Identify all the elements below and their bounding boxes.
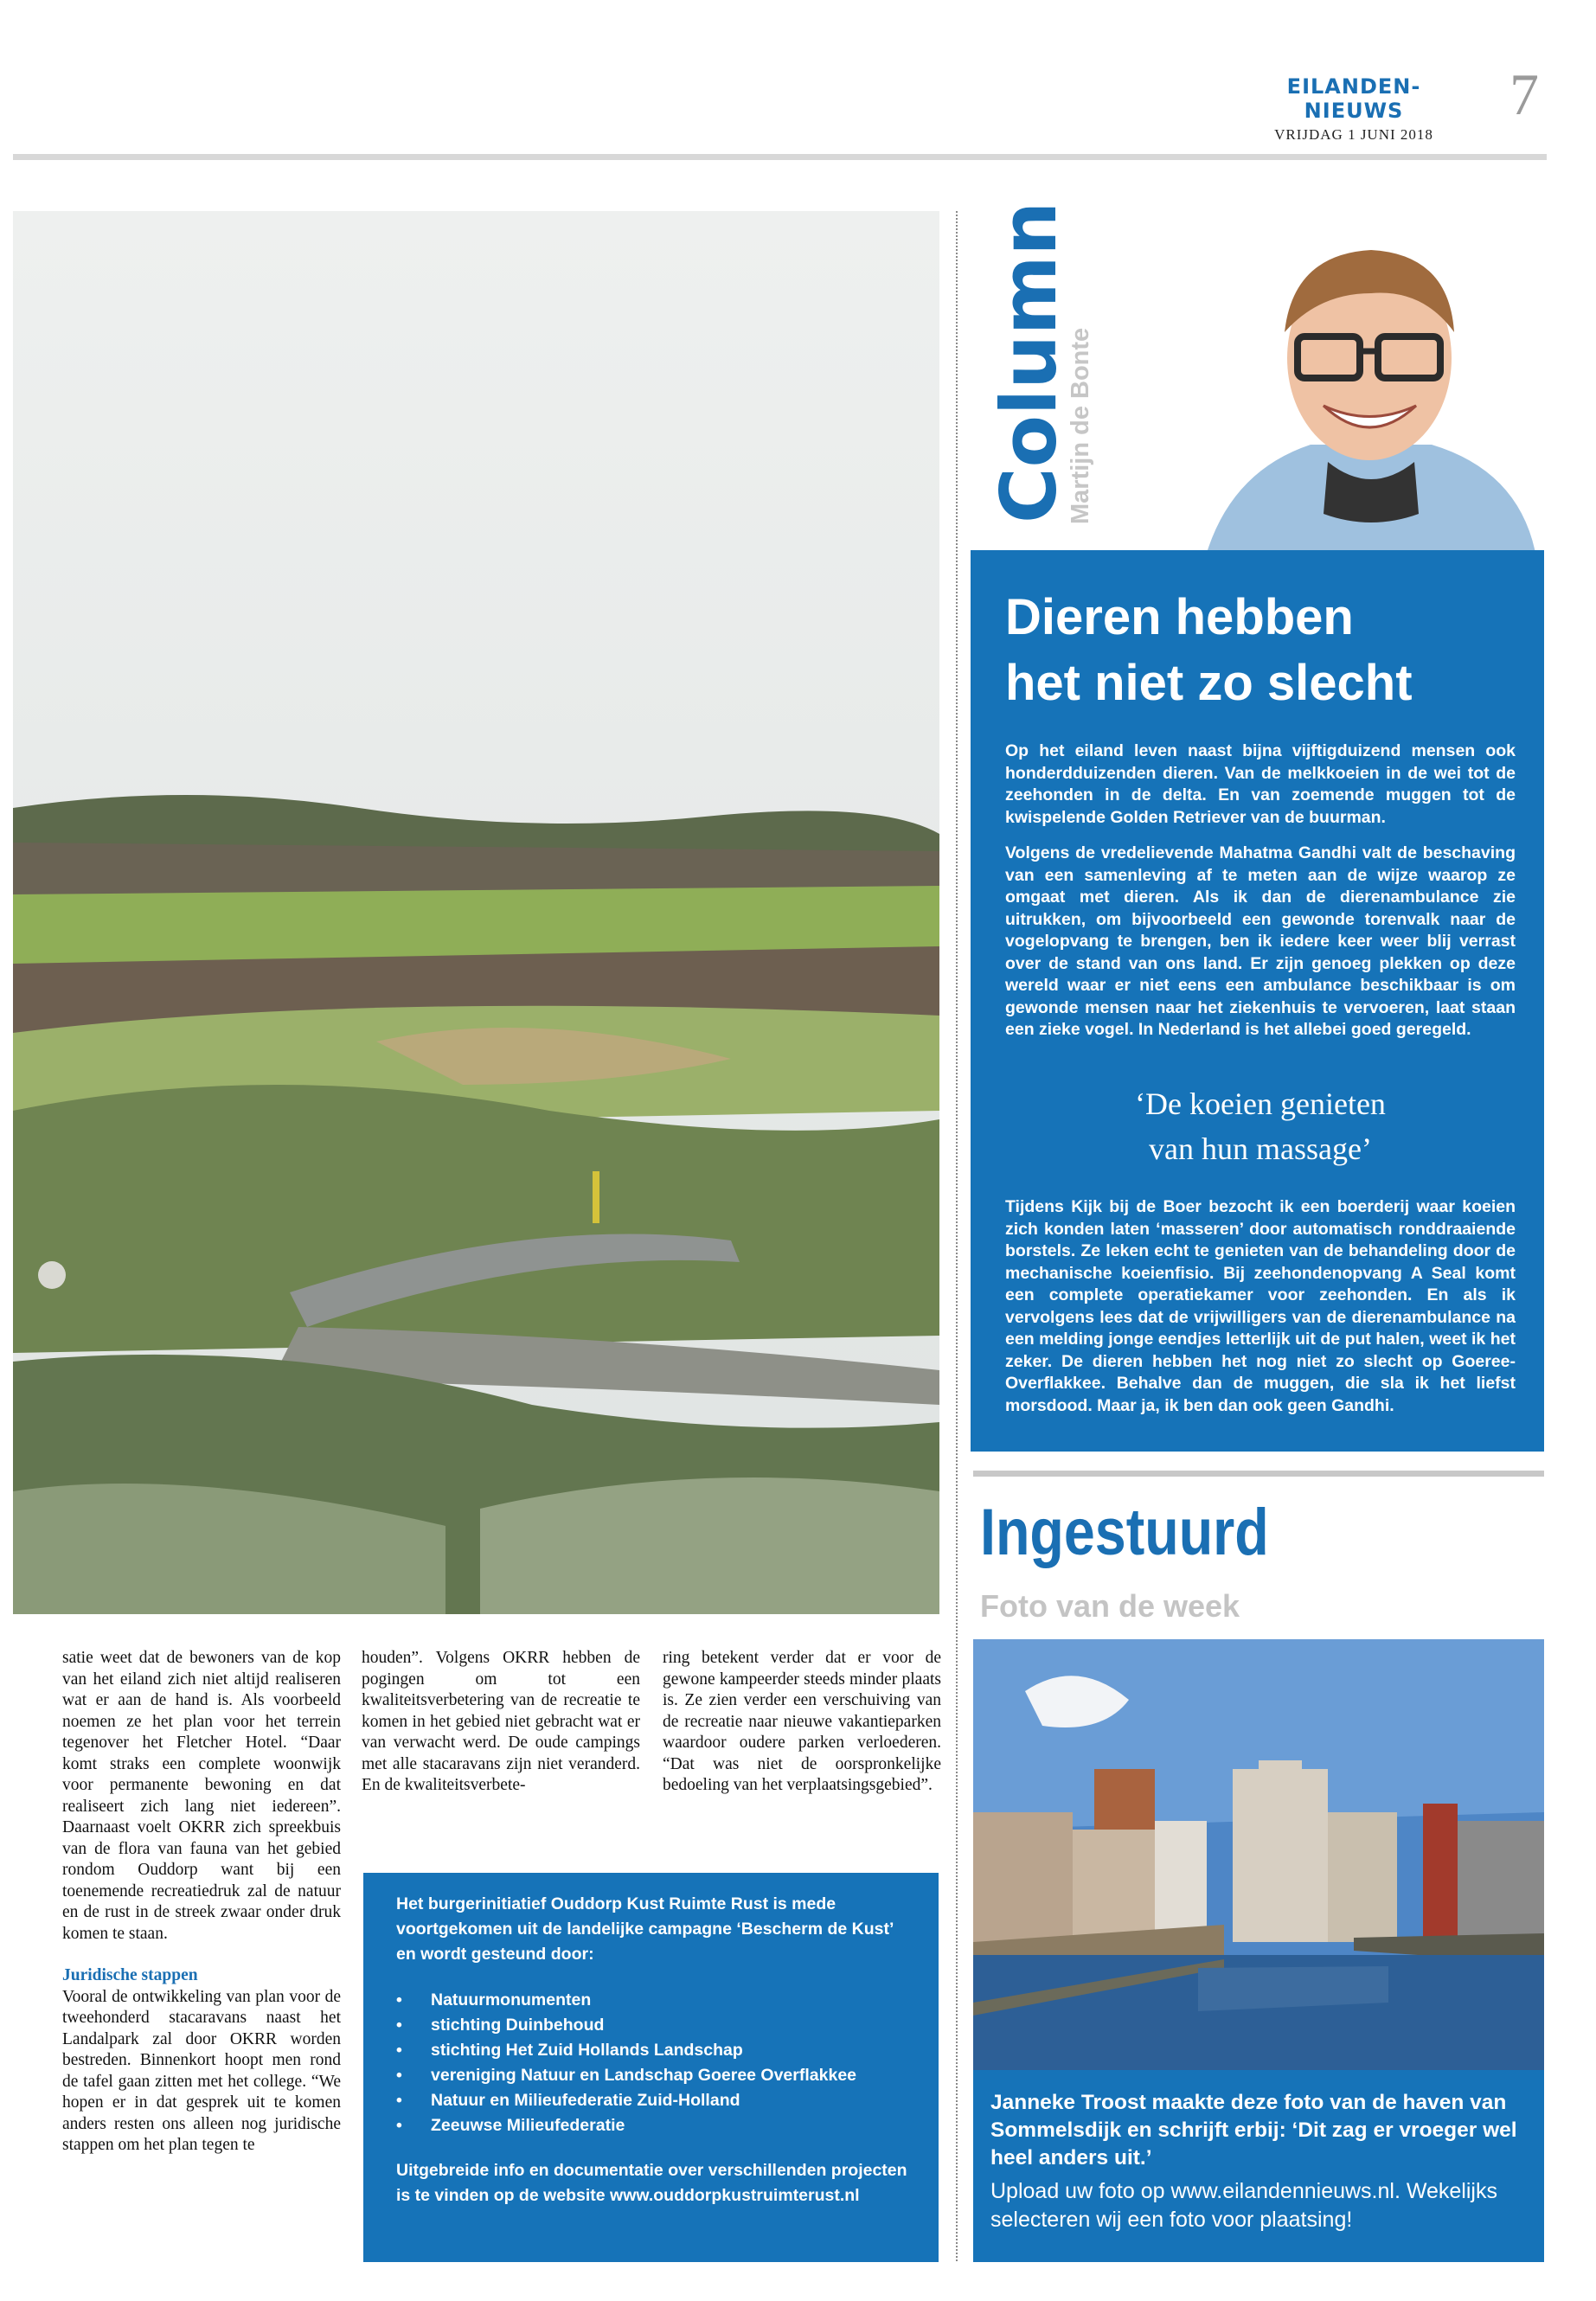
bullet-icon: • bbox=[396, 2091, 402, 2110]
section-rule bbox=[973, 1471, 1544, 1477]
header-rule bbox=[13, 154, 1547, 160]
list-item: • Natuur en Milieufederatie Zuid-Holland bbox=[396, 2088, 915, 2113]
column-title-line-1: Dieren hebben bbox=[1005, 589, 1354, 645]
article-column-2-paragraph-1: houden”. Volgens OKRR hebben de pogingen om tot een kwaliteitsverbetering van de recreatie te komen in het gebied niet gebracht wat er van verwacht werd. De oude campings met alle stacaravans zijn niet veranderd. En de kwaliteitsverbete- bbox=[362, 1649, 640, 1794]
pull-quote-line-1: ‘De koeien genieten bbox=[1135, 1086, 1386, 1121]
bullet-icon: • bbox=[396, 2116, 402, 2135]
list-item: • vereniging Natuur en Landschap Goeree Overflakkee bbox=[396, 2063, 915, 2088]
article-column-1-paragraph-1: satie weet dat de bewoners van de kop van het eiland zich niet altijd realiseren wat er aan de hand is. Als voorbeeld noemen ze het plan voor het terrein tegenover het Fletcher Hotel. “Daar komt straks een complete woonwijk voor permanente bewoning en dat realiseert zich lang niet iedereen”. Daarnaast voelt OKRR zich spreekbuis van de flora van fauna van het gebied rondom Ouddorp want bij een toenemende recreatiedruk zal de natuur en de rust in de streek zwaar onder druk komen te staan. bbox=[62, 1649, 341, 1943]
column-paragraph-2: Volgens de vredelievende Mahatma Gandhi valt de beschaving van een samenleving af te meten aan de wijze waarop ze omgaat met dieren. Als ik dan de dierenambulance zie uitrukken, om bijvoorbeeld een gewonde torenvalk naar de vogelopvang te brengen, ben ik iedere keer weer blij verrast over de stand van ons land. Er zijn genoeg plekken op deze wereld waar er niet eens een ambulance beschikbaar is om gewonde mensen naar het ziekenhuis te vervoeren, laat staan een zieke vogel. In Nederland is het allebei goed geregeld. bbox=[1005, 843, 1516, 1039]
ingestuurd-title: Ingestuurd bbox=[980, 1496, 1269, 1569]
bullet-icon: • bbox=[396, 2016, 402, 2035]
bullet-icon: • bbox=[396, 2041, 402, 2060]
article-subhead: Juridische stappen bbox=[62, 1966, 198, 1984]
column-title-line-2: het niet zo slecht bbox=[1005, 655, 1413, 711]
article-column-2 bbox=[362, 1648, 640, 1797]
photo-of-week-subtitle: Foto van de week bbox=[980, 1588, 1240, 1624]
info-box-intro: Het burgerinitiatief Ouddorp Kust Ruimte Rust is mede voortgekomen uit de landelijke campagne ‘Bescherm de Kust’ en wordt gesteund door: bbox=[396, 1894, 894, 1964]
column-word: Column bbox=[984, 201, 1074, 523]
pull-quote bbox=[997, 1081, 1524, 1171]
list-item: • stichting Duinbehoud bbox=[396, 2013, 915, 2038]
column-author: Martijn de Bonte bbox=[1067, 327, 1094, 524]
bullet-icon: • bbox=[396, 2066, 402, 2085]
article-column-3 bbox=[663, 1648, 941, 1797]
list-item: • Zeeuwse Milieufederatie bbox=[396, 2113, 915, 2138]
column-divider bbox=[956, 211, 958, 2261]
column-box bbox=[971, 550, 1544, 1452]
newspaper-brand: EILANDEN-NIEUWS bbox=[1286, 74, 1421, 123]
upload-notice: Upload uw foto op www.eilandennieuws.nl. Wekelijks selecteren wij een foto voor plaatsing! bbox=[990, 2179, 1497, 2232]
article-column-1-paragraph-2: Vooral de ontwikkeling van plan voor de tweehonderd stacaravans naast het Landalpark zal door OKRR worden bestreden. Binnenkort hoopt men rond de tafel gaan zitten met het college. “We hopen er in dat gesprek uit te komen anders resten ons alleen nog juridische stappen om het plan tegen te bbox=[62, 1987, 341, 2154]
article-column-1 bbox=[62, 1648, 341, 2157]
supporters-list bbox=[396, 1988, 915, 2138]
page-number: 7 bbox=[1509, 61, 1539, 127]
masthead bbox=[1246, 74, 1462, 144]
column-title bbox=[1005, 585, 1524, 716]
landscape-photo bbox=[13, 211, 939, 1614]
article-column-3-paragraph-1: ring betekent verder dat er voor de gewone kampeerder steeds minder plaats is. Ze zien verder een verschuiving van de recreatie naar nieuwe vakantieparken waardoor oudere parken verloederen. “Dat was niet de oorspronkelijke bedoeling van het verplaatsingsgebied”. bbox=[663, 1649, 941, 1794]
column-paragraph-1: Op het eiland leven naast bijna vijftigduizend mensen ook honderdduizenden dieren. Van de melkkoeien in de wei tot de zeehonden in de delta. En van zoemende muggen tot de kwispelende Golden Retriever van de buurman. bbox=[1005, 741, 1516, 827]
pull-quote-line-2: van hun massage’ bbox=[1149, 1131, 1372, 1166]
column-label bbox=[976, 201, 1094, 528]
photo-caption: Janneke Troost maakte deze foto van de haven van Sommelsdijk en schrijft erbij: ‘Dit zag er vroeger wel heel anders uit.’ bbox=[990, 2091, 1517, 2170]
list-item: • stichting Het Zuid Hollands Landschap bbox=[396, 2038, 915, 2063]
harbour-photo bbox=[973, 1639, 1544, 2072]
list-item: • Natuurmonumenten bbox=[396, 1988, 915, 2013]
photo-caption-box bbox=[973, 2070, 1544, 2262]
column-paragraph-3: Tijdens Kijk bij de Boer bezocht ik een boerderij waar koeien zich konden laten ‘masseren’ door automatisch ronddraaiende borstels. Ze leken echt te genieten van de behandeling door de mechanische koeienfisio. Bij zeehondenopvang A Seal komt een complete operatiekamer voor zeehonden. En als ik vervolgens lees dat de vrijwilligers van de dierenambulance na een melding jonge eendjes letterlijk uit de put halen, weet ik het zeker. De dieren hebben het nog niet zo slecht op Goeree-Overflakkee. Behalve dan de muggen, die sla ik het liefst morsdood. Maar ja, ik ben dan ook geen Gandhi. bbox=[1005, 1197, 1516, 1415]
issue-date: VRIJDAG 1 JUNI 2018 bbox=[1274, 126, 1433, 143]
bullet-icon: • bbox=[396, 1990, 402, 2009]
info-box bbox=[363, 1873, 939, 2262]
author-portrait bbox=[1198, 211, 1544, 553]
info-box-outro: Uitgebreide info en documentatie over verschillenden projecten is te vinden op de website www.ouddorpkustruimterust.nl bbox=[396, 2161, 907, 2205]
